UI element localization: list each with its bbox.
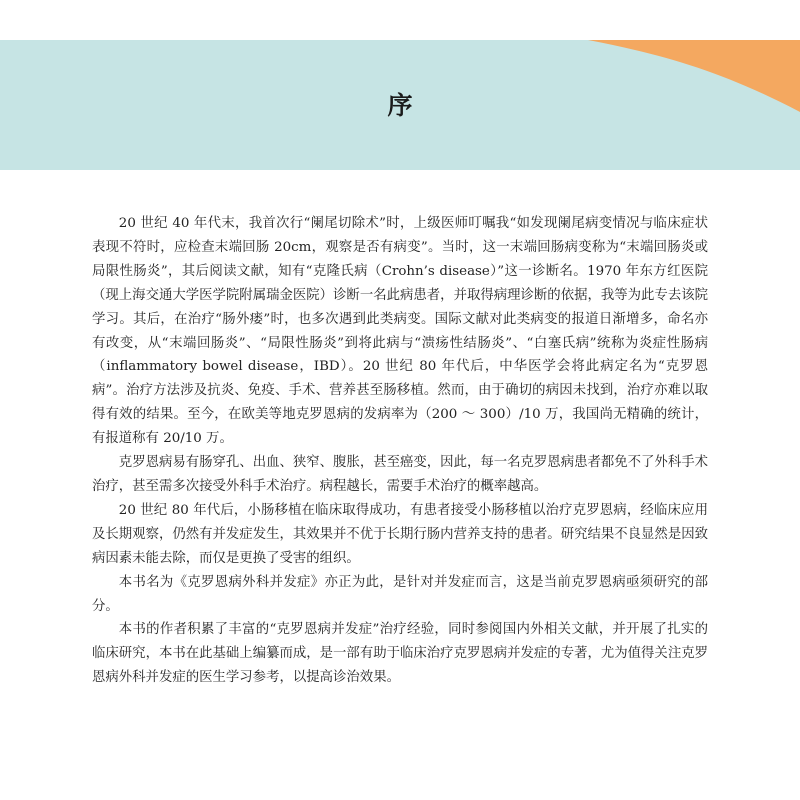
paragraph-3: 20 世纪 80 年代后，小肠移植在临床取得成功，有患者接受小肠移植以治疗克罗恩病，经临床应用及长期观察，仍然有并发症发生，其效果并不优于长期行肠内营养支持的患者。研究结果不良显然是因致病因素未能去除，而仅是更换了受害的组织。 xyxy=(92,502,708,566)
page-title: 序 xyxy=(387,91,413,120)
paragraph-1: 20 世纪 40 年代末，我首次行“阑尾切除术”时，上级医师叮嘱我“如发现阑尾病变情况与临床症状表现不符时，应检查末端回肠 20cm，观察是否有病变”。当时，这一末端回肠病变称为“末端回肠炎或局限性肠炎”，其后阅读文献，知有“克隆氏病（Crohn’s disease）”这一诊断名。1970 年东方红医院（现上海交通大学医学院附属瑞金医院）诊断一名此病患者，并取得病理诊断的依据，我等为此专去该院学习。其后，在治疗“肠外瘘”时，也多次遇到此类病变。国际文献对此类病变的报道日渐增多，命名亦有改变，从“末端回肠炎”、“局限性肠炎”到将此病与“溃疡性结肠炎”、“白塞氏病”统称为炎症性肠病（inflammatory bowel disease，IBD）。20 世纪 80 年代后，中华医学会将此病定名为“克罗恩病”。治疗方法涉及抗炎、免疫、手术、营养甚至肠移植。然而，由于确切的病因未找到，治疗亦难以取得有效的结果。至今，在欧美等地克罗恩病的发病率为（200 ～ 300）/10 万，我国尚无精确的统计，有报道称有 20/10 万。 xyxy=(92,216,708,447)
paragraph-4: 本书名为《克罗恩病外科并发症》亦正为此，是针对并发症而言，这是当前克罗恩病亟须研究的部分。 xyxy=(92,574,708,614)
paragraph-5: 本书的作者积累了丰富的“克罗恩病并发症”治疗经验，同时参阅国内外相关文献，并开展了扎实的临床研究，本书在此基础上编纂而成，是一部有助于临床治疗克罗恩病并发症的专著，尤为值得关注克罗恩病外科并发症的医生学习参考，以提高诊治效果。 xyxy=(92,622,708,686)
paragraph-2: 克罗恩病易有肠穿孔、出血、狭窄、腹胀，甚至癌变，因此，每一名克罗恩病患者都免不了外科手术治疗，甚至需多次接受外科手术治疗。病程越长，需要手术治疗的概率越高。 xyxy=(92,455,708,494)
preface-body xyxy=(92,212,708,690)
